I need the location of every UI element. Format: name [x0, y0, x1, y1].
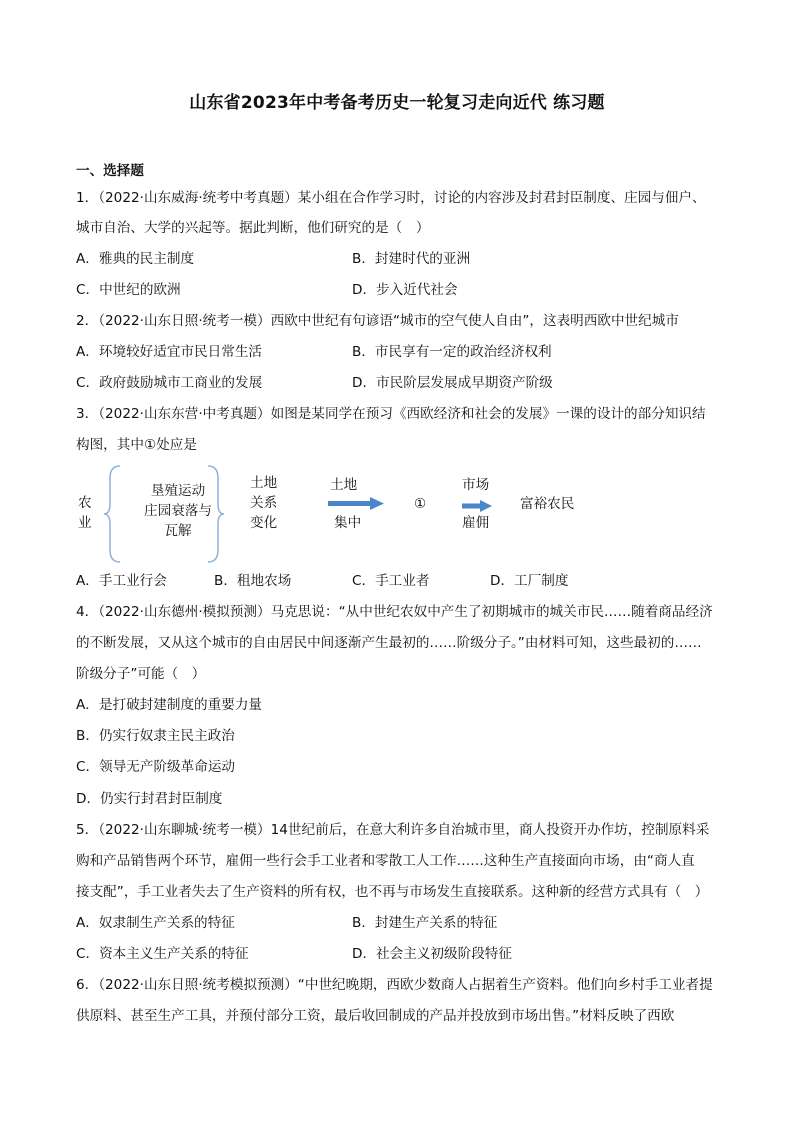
right-arrow-icon	[328, 497, 384, 511]
q6-stem-line-2: 供原料、甚至生产工具，并预付部分工资，最后收回制成的产品并投放到市场出售。”材料反映了西欧	[76, 1008, 675, 1024]
q5-option-c[interactable]: C．资本主义生产关系的特征	[76, 946, 249, 962]
q4-stem-line-2: 的不断发展，又从这个城市的自由居民中间逐渐产生最初的……阶级分子。”由材料可知，这些最初的……	[76, 635, 702, 651]
page-title: 山东省2023年中考备考历史一轮复习走向近代 练习题	[189, 93, 605, 113]
q4-option-b[interactable]: B．仍实行奴隶主民主政治	[76, 728, 235, 744]
diagram-result: 富裕农民	[520, 496, 575, 512]
q4-option-a[interactable]: A．是打破封建制度的重要力量	[76, 697, 263, 713]
q1-option-d[interactable]: D．步入近代社会	[352, 282, 458, 298]
q2-stem-line-1: 2．（2022·山东日照·统考一模）西欧中世纪有句谚语“城市的空气使人自由”，这表明西欧中世纪城市	[76, 313, 679, 329]
q2-option-c[interactable]: C．政府鼓励城市工商业的发展	[76, 375, 263, 391]
diagram-change-2: 关系	[250, 495, 278, 511]
diagram-label-agri-2: 业	[78, 515, 92, 531]
left-brace-icon	[102, 464, 124, 564]
diagram-blank-marker: ①	[414, 496, 427, 512]
q2-option-d[interactable]: D．市民阶层发展成早期资产阶级	[352, 375, 553, 391]
q5-stem-line-1: 5．（2022·山东聊城·统考一模）14世纪前后，在意大利许多自治城市里，商人投资开办作坊，控制原料采	[76, 822, 710, 838]
diagram-arrow1-top: 土地	[330, 477, 358, 493]
q5-option-a[interactable]: A．奴隶制生产关系的特征	[76, 915, 235, 931]
q2-option-a[interactable]: A．环境较好适宜市民日常生活	[76, 344, 263, 360]
q4-option-d[interactable]: D．仍实行封君封臣制度	[76, 791, 223, 807]
q2-option-b[interactable]: B．市民享有一定的政治经济权利	[352, 344, 552, 360]
q1-stem-line-1: 1．（2022·山东威海·统考中考真题）某小组在合作学习时，讨论的内容涉及封君封臣制度、庄园与佃户、	[76, 190, 706, 206]
right-arrow-icon	[462, 500, 492, 512]
q4-stem-line-1: 4．（2022·山东德州·模拟预测）马克思说：“从中世纪农奴中产生了初期城市的城关市民……随着商品经济	[76, 604, 713, 620]
diagram-brace-item-3: 瓦解	[164, 523, 192, 539]
q3-option-a[interactable]: A．手工业行会	[76, 573, 167, 589]
diagram-brace-item-2: 庄园衰落与	[144, 503, 212, 519]
q3-option-c[interactable]: C．手工业者	[352, 573, 430, 589]
diagram-label-agri-1: 农	[78, 495, 92, 511]
q5-option-b[interactable]: B．封建生产关系的特征	[352, 915, 498, 931]
section-heading: 一、选择题	[76, 163, 144, 179]
q1-option-b[interactable]: B．封建时代的亚洲	[352, 251, 471, 267]
diagram-change-1: 土地	[250, 475, 278, 491]
q4-option-c[interactable]: C．领导无产阶级革命运动	[76, 759, 236, 775]
q1-stem-line-2: 城市自治、大学的兴起等。据此判断，他们研究的是（ ）	[76, 220, 430, 236]
q6-stem-line-1: 6．（2022·山东日照·统考模拟预测）“中世纪晚期，西欧少数商人占据着生产资料。他们向乡村手工业者提	[76, 977, 713, 993]
diagram-arrow2-bottom: 雇佣	[462, 515, 490, 531]
q3-stem-line-2: 构图，其中①处应是	[76, 437, 197, 453]
q3-stem-line-1: 3．（2022·山东东营·中考真题）如图是某同学在预习《西欧经济和社会的发展》一课的设计的部分知识结	[76, 406, 706, 422]
q5-stem-line-3: 接支配”，手工业者失去了生产资料的所有权，也不再与市场发生直接联系。这种新的经营方式具有（ ）	[76, 884, 709, 900]
right-brace-icon	[204, 464, 226, 564]
diagram-change-3: 变化	[250, 515, 278, 531]
q1-option-c[interactable]: C．中世纪的欧洲	[76, 282, 181, 298]
q4-stem-line-3: 阶级分子”可能（ ）	[76, 666, 206, 682]
knowledge-structure-diagram	[76, 462, 716, 568]
q5-stem-line-2: 购和产品销售两个环节，雇佣一些行会手工业者和零散工人工作……这种生产直接面向市场，由“商人直	[76, 853, 695, 869]
q3-option-b[interactable]: B．租地农场	[214, 573, 292, 589]
diagram-arrow1-bottom: 集中	[334, 515, 362, 531]
diagram-arrow2-top: 市场	[462, 477, 490, 493]
diagram-brace-item-1: 垦殖运动	[150, 483, 206, 499]
q3-option-d[interactable]: D．工厂制度	[490, 573, 569, 589]
q5-option-d[interactable]: D．社会主义初级阶段特征	[352, 946, 512, 962]
q1-option-a[interactable]: A．雅典的民主制度	[76, 251, 195, 267]
